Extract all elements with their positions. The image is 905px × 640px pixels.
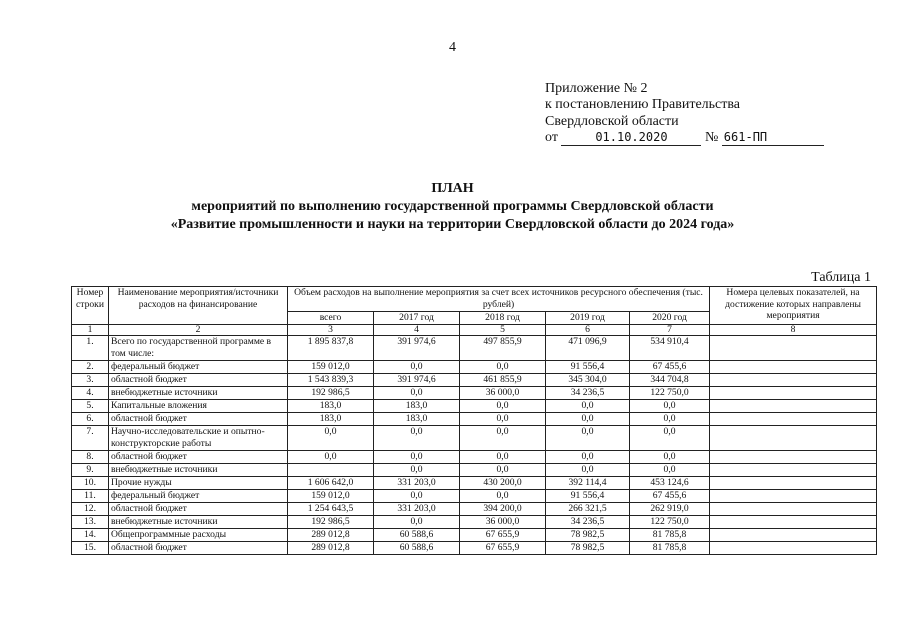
row-2019: 0,0 — [546, 400, 630, 413]
appendix-line-3: Свердловской области — [545, 114, 679, 129]
row-2019: 266 321,5 — [546, 503, 630, 516]
row-2017: 60 588,6 — [374, 542, 460, 555]
row-2019: 78 982,5 — [546, 542, 630, 555]
number-prefix: № — [704, 130, 719, 145]
decree-number: 661-ПП — [722, 130, 824, 146]
row-2020: 0,0 — [630, 464, 710, 477]
header-2020: 2020 год — [630, 312, 710, 325]
row-2018: 0,0 — [460, 490, 546, 503]
row-2018: 497 855,9 — [460, 336, 546, 361]
row-2020: 262 919,0 — [630, 503, 710, 516]
row-2020: 534 910,4 — [630, 336, 710, 361]
row-number: 9. — [72, 464, 109, 477]
row-number: 6. — [72, 413, 109, 426]
row-name: внебюджетные источники — [109, 516, 288, 529]
header-2019: 2019 год — [546, 312, 630, 325]
row-targets — [710, 542, 877, 555]
row-total — [288, 464, 374, 477]
row-number: 2. — [72, 361, 109, 374]
row-2017: 0,0 — [374, 464, 460, 477]
row-2018: 0,0 — [460, 400, 546, 413]
table-row — [72, 374, 877, 387]
row-total: 289 012,8 — [288, 529, 374, 542]
row-2019: 0,0 — [546, 413, 630, 426]
row-name: областной бюджет — [109, 542, 288, 555]
row-2018: 67 655,9 — [460, 542, 546, 555]
header-2017: 2017 год — [374, 312, 460, 325]
row-2020: 81 785,8 — [630, 529, 710, 542]
row-2019: 345 304,0 — [546, 374, 630, 387]
row-number: 13. — [72, 516, 109, 529]
col-number-cell: 1 — [72, 325, 109, 336]
row-targets — [710, 413, 877, 426]
row-number: 11. — [72, 490, 109, 503]
row-2017: 0,0 — [374, 361, 460, 374]
row-name: областной бюджет — [109, 374, 288, 387]
row-number: 5. — [72, 400, 109, 413]
table-row — [72, 413, 877, 426]
row-2017: 0,0 — [374, 451, 460, 464]
row-2020: 453 124,6 — [630, 477, 710, 490]
row-targets — [710, 477, 877, 490]
row-name: федеральный бюджет — [109, 490, 288, 503]
row-2020: 67 455,6 — [630, 361, 710, 374]
row-targets — [710, 490, 877, 503]
row-number: 14. — [72, 529, 109, 542]
row-2019: 0,0 — [546, 464, 630, 477]
row-targets — [710, 516, 877, 529]
row-name: Прочие нужды — [109, 477, 288, 490]
table-row — [72, 336, 877, 361]
table-row — [72, 387, 877, 400]
row-name: областной бюджет — [109, 503, 288, 516]
row-2018: 67 655,9 — [460, 529, 546, 542]
col-number-cell: 2 — [109, 325, 288, 336]
row-2019: 0,0 — [546, 426, 630, 451]
row-2018: 36 000,0 — [460, 516, 546, 529]
row-name: внебюджетные источники — [109, 387, 288, 400]
table-row — [72, 426, 877, 451]
row-number: 7. — [72, 426, 109, 451]
row-total: 183,0 — [288, 400, 374, 413]
row-2020: 0,0 — [630, 400, 710, 413]
header-targets: Номера целевых показателей, на достижение которых направлены мероприятия — [710, 287, 877, 325]
decree-date: 01.10.2020 — [561, 130, 701, 146]
row-2018: 0,0 — [460, 451, 546, 464]
row-2018: 0,0 — [460, 361, 546, 374]
table-row — [72, 477, 877, 490]
appendix-date-row — [545, 130, 824, 146]
header-volume: Объем расходов на выполнение мероприятия за счет всех источников ресурсного обеспечения (тыс. рублей) — [288, 287, 710, 312]
row-2019: 91 556,4 — [546, 361, 630, 374]
row-number: 3. — [72, 374, 109, 387]
row-targets — [710, 451, 877, 464]
appendix-line-1: Приложение № 2 — [545, 81, 648, 96]
row-number: 10. — [72, 477, 109, 490]
table-row — [72, 451, 877, 464]
row-2017: 183,0 — [374, 400, 460, 413]
row-targets — [710, 464, 877, 477]
row-2020: 81 785,8 — [630, 542, 710, 555]
table-row — [72, 516, 877, 529]
row-name: внебюджетные источники — [109, 464, 288, 477]
row-total: 0,0 — [288, 426, 374, 451]
table-row — [72, 464, 877, 477]
row-number: 1. — [72, 336, 109, 361]
row-2019: 392 114,4 — [546, 477, 630, 490]
row-2019: 78 982,5 — [546, 529, 630, 542]
row-2018: 394 200,0 — [460, 503, 546, 516]
row-2017: 391 974,6 — [374, 374, 460, 387]
page-number: 4 — [449, 40, 456, 55]
row-2019: 34 236,5 — [546, 516, 630, 529]
expenses-table — [71, 286, 877, 555]
row-number: 4. — [72, 387, 109, 400]
row-targets — [710, 387, 877, 400]
header-total: всего — [288, 312, 374, 325]
row-targets — [710, 503, 877, 516]
col-number-cell: 6 — [546, 325, 630, 336]
row-2020: 122 750,0 — [630, 387, 710, 400]
col-number-cell: 3 — [288, 325, 374, 336]
col-number-cell: 5 — [460, 325, 546, 336]
row-2020: 67 455,6 — [630, 490, 710, 503]
row-2018: 0,0 — [460, 426, 546, 451]
row-name: областной бюджет — [109, 413, 288, 426]
row-2017: 0,0 — [374, 490, 460, 503]
row-name: Всего по государственной программе в том числе: — [109, 336, 288, 361]
header-2018: 2018 год — [460, 312, 546, 325]
row-targets — [710, 426, 877, 451]
row-2017: 0,0 — [374, 387, 460, 400]
row-2017: 0,0 — [374, 516, 460, 529]
row-total: 1 895 837,8 — [288, 336, 374, 361]
row-targets — [710, 529, 877, 542]
col-number-cell: 4 — [374, 325, 460, 336]
row-2017: 391 974,6 — [374, 336, 460, 361]
table-row — [72, 400, 877, 413]
row-2020: 344 704,8 — [630, 374, 710, 387]
row-name: Научно-исследовательские и опытно-конструкторские работы — [109, 426, 288, 451]
document-title: ПЛАН — [431, 181, 474, 196]
header-name: Наименование мероприятия/источники расходов на финансирование — [109, 287, 288, 325]
row-2017: 0,0 — [374, 426, 460, 451]
row-2019: 91 556,4 — [546, 490, 630, 503]
row-2018: 0,0 — [460, 464, 546, 477]
row-total: 0,0 — [288, 451, 374, 464]
row-total: 1 543 839,3 — [288, 374, 374, 387]
row-2017: 183,0 — [374, 413, 460, 426]
row-name: областной бюджет — [109, 451, 288, 464]
row-total: 159 012,0 — [288, 361, 374, 374]
row-total: 289 012,8 — [288, 542, 374, 555]
table-row — [72, 503, 877, 516]
row-2018: 36 000,0 — [460, 387, 546, 400]
row-total: 192 986,5 — [288, 516, 374, 529]
table-row — [72, 529, 877, 542]
table-row — [72, 490, 877, 503]
row-2018: 430 200,0 — [460, 477, 546, 490]
row-2018: 461 855,9 — [460, 374, 546, 387]
row-total: 192 986,5 — [288, 387, 374, 400]
row-targets — [710, 400, 877, 413]
table-caption: Таблица 1 — [811, 270, 871, 285]
row-name: Капитальные вложения — [109, 400, 288, 413]
row-2017: 331 203,0 — [374, 477, 460, 490]
row-name: федеральный бюджет — [109, 361, 288, 374]
row-2020: 0,0 — [630, 426, 710, 451]
row-number: 12. — [72, 503, 109, 516]
column-number-row — [72, 325, 877, 336]
table-body — [72, 287, 877, 555]
row-2019: 34 236,5 — [546, 387, 630, 400]
row-2019: 0,0 — [546, 451, 630, 464]
row-targets — [710, 336, 877, 361]
row-2019: 471 096,9 — [546, 336, 630, 361]
row-2020: 0,0 — [630, 413, 710, 426]
document-subtitle-1: мероприятий по выполнению государственной программы Свердловской области — [191, 199, 714, 214]
row-targets — [710, 374, 877, 387]
header-row — [72, 287, 877, 312]
row-2017: 60 588,6 — [374, 529, 460, 542]
table-row — [72, 361, 877, 374]
row-name: Общепрограммные расходы — [109, 529, 288, 542]
document-subtitle-2: «Развитие промышленности и науки на территории Свердловской области до 2024 года» — [170, 217, 735, 232]
row-number: 8. — [72, 451, 109, 464]
row-2018: 0,0 — [460, 413, 546, 426]
col-number-cell: 8 — [710, 325, 877, 336]
row-2020: 0,0 — [630, 451, 710, 464]
row-targets — [710, 361, 877, 374]
row-total: 1 606 642,0 — [288, 477, 374, 490]
table-row — [72, 542, 877, 555]
col-number-cell: 7 — [630, 325, 710, 336]
row-number: 15. — [72, 542, 109, 555]
header-number: Номер строки — [72, 287, 109, 325]
row-total: 159 012,0 — [288, 490, 374, 503]
row-total: 1 254 643,5 — [288, 503, 374, 516]
date-prefix: от — [545, 130, 558, 145]
row-total: 183,0 — [288, 413, 374, 426]
appendix-line-2: к постановлению Правительства — [545, 97, 741, 112]
row-2017: 331 203,0 — [374, 503, 460, 516]
row-2020: 122 750,0 — [630, 516, 710, 529]
